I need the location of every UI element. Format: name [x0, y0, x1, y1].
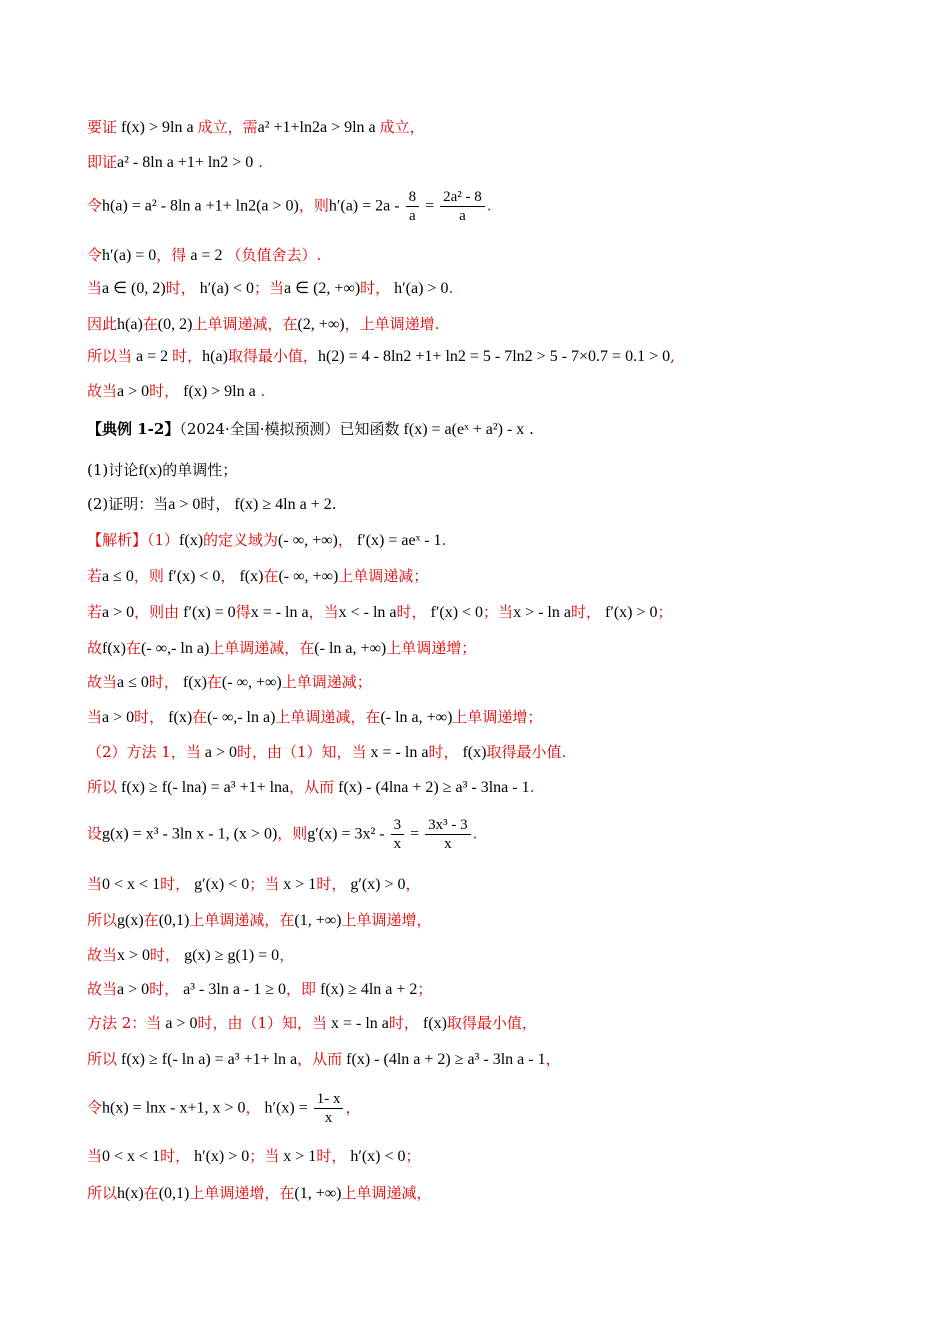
math-expression: f′(x) < 0	[426, 604, 484, 621]
fraction	[440, 188, 485, 225]
equals-sign: =	[406, 825, 424, 843]
math-expression: 0 < x < 1	[102, 1148, 161, 1165]
math-expression: f(x) > 9ln a	[117, 119, 198, 136]
text-segment: 时，	[160, 1147, 191, 1165]
text-segment: 成立，需	[197, 118, 258, 136]
text-segment: ；	[417, 980, 433, 998]
text-segment: 即证	[87, 153, 118, 171]
text-line-11	[87, 493, 337, 516]
math-expression: g′(x) > 0	[346, 876, 406, 893]
math-expression: (- ln a, +∞)	[380, 709, 453, 726]
math-expression: g(x)	[117, 912, 144, 929]
text-segment: 的单调性；	[162, 461, 238, 479]
text-segment: 故当	[87, 980, 118, 998]
text-segment: 若	[87, 567, 103, 585]
fraction-denominator: a	[459, 208, 466, 224]
text-segment: 上单调递减；	[338, 567, 429, 585]
text-segment: 令	[87, 1098, 103, 1117]
text-segment: 时，	[316, 875, 347, 893]
text-segment: .	[331, 495, 337, 513]
text-segment: 上单调递减，在	[209, 639, 315, 657]
math-expression: f(x) ≥ f(- lna) = a³ +1+ lna	[117, 779, 290, 796]
fraction-numerator: 8	[406, 188, 420, 207]
text-segment: ，从而	[297, 1050, 343, 1068]
text-segment: ,	[670, 347, 675, 365]
fraction-numerator: 3x³ - 3	[425, 816, 471, 835]
math-expression: h′(a) < 0	[195, 280, 255, 297]
math-expression: x > 0	[117, 947, 151, 964]
text-line-18	[87, 741, 566, 764]
text-segment: 时，	[570, 603, 601, 621]
fraction-numerator: 2a² - 8	[440, 188, 485, 207]
text-segment: 时，	[316, 1147, 347, 1165]
text-segment: 令	[87, 246, 103, 264]
text-line-28	[87, 1145, 421, 1168]
text-segment: 时，	[134, 708, 165, 726]
math-expression: f(x) ≥ 4ln a + 2	[316, 981, 418, 998]
text-line-6	[87, 313, 439, 336]
text-segment: 上单调递减，在	[192, 315, 298, 333]
text-segment: 时，由（1）知，当	[236, 743, 367, 761]
text-line-20	[87, 816, 477, 853]
text-segment: ，	[545, 1050, 561, 1068]
text-segment: 方法 2：当	[87, 1014, 162, 1032]
text-segment: ，	[279, 946, 295, 964]
text-segment: ，	[245, 1098, 261, 1117]
math-expression: h′(a) = 2a -	[328, 197, 404, 215]
text-segment: 故当	[87, 382, 118, 400]
text-line-13	[87, 565, 428, 588]
math-expression: h′(x) > 0	[190, 1148, 250, 1165]
math-expression: (- ∞, +∞)	[221, 674, 282, 691]
math-expression: (0, 2)	[157, 316, 193, 333]
text-segment: （2024·全国·模拟预测）已知函数	[179, 420, 400, 438]
text-segment: 时，	[150, 946, 181, 964]
text-segment: 所以	[87, 1050, 118, 1068]
text-segment: 上单调递减，在	[189, 911, 295, 929]
math-expression: h′(x) =	[260, 1099, 312, 1117]
math-expression: f(x)	[178, 674, 207, 691]
math-expression: f(x)	[179, 532, 204, 549]
math-expression: f(x) = a(eˣ + a²) - x	[399, 421, 525, 438]
math-expression: a > 0	[161, 1015, 198, 1032]
text-segment: 的定义域为	[203, 531, 279, 549]
math-expression: f′(x) = aeˣ - 1	[352, 532, 442, 549]
text-segment: ，则	[298, 196, 329, 215]
math-expression: x < - ln a	[338, 604, 397, 621]
text-segment: ，	[220, 567, 236, 585]
math-expression: f(x)	[102, 640, 126, 657]
text-segment: ；当	[483, 603, 514, 621]
math-expression: (2, +∞)	[297, 316, 345, 333]
math-expression: a ∈ (2, +∞)	[284, 280, 361, 297]
text-segment: 取得最小值，	[227, 347, 318, 365]
math-expression: x = - ln a	[250, 604, 309, 621]
text-segment: ；当	[249, 875, 280, 893]
text-segment: 当	[87, 279, 103, 297]
math-expression: f(x)	[138, 462, 163, 479]
text-segment: 在	[142, 315, 158, 333]
math-expression: (- ∞,- ln a)	[141, 640, 210, 657]
math-expression: a > 0	[102, 709, 135, 726]
math-expression: g(x) = x³ - 3ln x - 1, (x > 0)	[102, 825, 278, 843]
text-segment: .	[441, 531, 447, 549]
text-segment: 上单调递增，	[341, 911, 432, 929]
math-expression: a > 0	[200, 744, 237, 761]
text-segment: 令	[87, 196, 103, 215]
text-segment: 上单调递减，在	[275, 708, 381, 726]
math-expression: (- ∞, +∞)	[278, 568, 339, 585]
text-line-22	[87, 909, 431, 932]
text-segment: 上单调递增，在	[189, 1184, 295, 1202]
text-segment: 时，	[172, 347, 203, 365]
fraction-numerator: 3	[391, 816, 405, 835]
math-expression: (- ∞, +∞)	[278, 532, 338, 549]
text-segment: 时，	[160, 875, 191, 893]
math-expression: x > 1	[279, 1148, 317, 1165]
text-line-5	[87, 277, 453, 300]
text-segment: .	[253, 153, 263, 171]
math-expression: f(x) > 9ln a	[179, 383, 256, 400]
text-segment: (1)讨论	[87, 461, 139, 479]
math-expression: a > 0	[102, 604, 135, 621]
text-segment: (2)证明：当	[87, 495, 169, 513]
text-segment: ，	[337, 531, 353, 549]
text-segment: 所以	[87, 778, 118, 796]
text-segment: ，得	[156, 246, 187, 264]
fraction	[314, 1090, 344, 1127]
math-expression: (0,1)	[158, 912, 190, 929]
math-expression: a ≤ 0	[102, 568, 134, 585]
text-segment: 在	[192, 708, 208, 726]
math-expression: (1, +∞)	[294, 912, 342, 929]
math-expression: x = - ln a	[326, 1015, 389, 1032]
text-segment: 时，由（1）知，当	[197, 1014, 327, 1032]
text-segment: 若	[87, 603, 103, 621]
text-segment: .	[529, 778, 535, 796]
text-line-8	[87, 380, 265, 403]
math-expression: x > 1	[279, 876, 317, 893]
text-segment: 上单调递减；	[281, 673, 372, 691]
text-segment: ，即	[286, 980, 317, 998]
text-segment: 时，	[165, 279, 196, 297]
math-expression: a = 2	[132, 348, 173, 365]
text-segment: 时，	[428, 743, 459, 761]
text-segment: 所以	[87, 911, 118, 929]
text-segment: 上单调递增；	[452, 708, 543, 726]
text-segment: ，则	[277, 824, 308, 843]
text-segment: ，	[405, 875, 421, 893]
math-expression: f′(x) < 0	[163, 568, 221, 585]
text-line-29	[87, 1182, 431, 1205]
text-line-10	[87, 459, 237, 482]
text-line-3	[87, 188, 492, 225]
math-expression: h(a)	[202, 348, 228, 365]
math-expression: f(x)	[458, 744, 487, 761]
text-segment: 上单调递减，	[341, 1184, 432, 1202]
text-segment: 当	[87, 1147, 103, 1165]
text-segment: 故当	[87, 673, 118, 691]
text-segment: ，从而	[289, 778, 335, 796]
fraction-numerator: 1- x	[314, 1090, 344, 1109]
text-line-17	[87, 706, 542, 729]
fraction	[425, 816, 471, 853]
punctuation: ，	[345, 1098, 361, 1117]
text-line-25	[87, 1012, 537, 1035]
text-segment: （负值舍去）.	[226, 246, 322, 264]
punctuation: .	[486, 196, 492, 215]
text-segment: 故当	[87, 946, 118, 964]
text-segment: ；	[405, 1147, 421, 1165]
text-segment: 上单调递增；	[386, 639, 477, 657]
text-line-21	[87, 873, 421, 896]
math-expression: (0,1)	[158, 1185, 190, 1202]
math-expression: f(x)	[418, 1015, 447, 1032]
text-segment: 成立，	[379, 118, 425, 136]
text-segment: .	[448, 279, 454, 297]
math-expression: g′(x) = 3x² -	[307, 825, 389, 843]
math-expression: x = - ln a	[366, 744, 429, 761]
math-expression: a ≤ 0	[117, 674, 149, 691]
text-segment: 当	[87, 875, 103, 893]
math-expression: f′(x) = 0	[179, 604, 236, 621]
text-segment: .	[255, 382, 266, 400]
text-line-15	[87, 637, 476, 660]
text-segment: 当	[87, 708, 103, 726]
text-segment: 在	[263, 567, 279, 585]
text-segment: ，当	[308, 603, 339, 621]
text-line-1	[87, 116, 425, 139]
text-segment: ，则	[133, 567, 164, 585]
equals-sign: =	[421, 197, 439, 215]
math-expression: (1, +∞)	[294, 1185, 342, 1202]
math-expression: (- ∞,- ln a)	[207, 709, 276, 726]
math-expression: a³ - 3ln a - 1 ≥ 0	[179, 981, 287, 998]
text-segment: 时，	[388, 1014, 419, 1032]
math-expression: 0 < x < 1	[102, 876, 161, 893]
fraction-denominator: x	[393, 836, 402, 852]
text-line-27	[87, 1090, 360, 1127]
text-segment: 故	[87, 639, 103, 657]
text-segment: 时，	[360, 279, 391, 297]
text-line-9	[87, 418, 534, 441]
text-segment: 在	[126, 639, 142, 657]
math-expression: a = 2	[186, 247, 227, 264]
text-segment: 取得最小值.	[486, 743, 567, 761]
math-expression: a > 0	[117, 383, 150, 400]
math-expression: h(2) = 4 - 8ln2 +1+ ln2 = 5 - 7ln2 > 5 - 7×0.7 = 0.1 > 0	[317, 348, 671, 365]
math-expression: h′(a) = 0	[102, 247, 157, 264]
math-expression: a² +1+ln2a > 9ln a	[257, 119, 380, 136]
text-segment: 因此	[87, 315, 118, 333]
fraction-denominator: a	[408, 208, 416, 224]
fraction-denominator: x	[444, 836, 452, 852]
text-line-4	[87, 244, 321, 267]
math-expression: f(x) ≥ f(- ln a) = a³ +1+ ln a	[117, 1051, 298, 1068]
math-expression: h(x) = lnx - x+1, x > 0	[102, 1099, 246, 1117]
text-segment: ，则由	[134, 603, 180, 621]
text-segment: 【解析】（1）	[87, 531, 180, 549]
text-line-2	[87, 151, 263, 174]
math-expression: f(x)	[235, 568, 264, 585]
text-segment: ；	[657, 603, 673, 621]
math-expression: f(x)	[164, 709, 193, 726]
math-expression: a > 0	[117, 981, 150, 998]
text-segment: 要证	[87, 118, 118, 136]
text-segment: （2）方法 1，当	[87, 743, 201, 761]
math-expression: a ∈ (0, 2)	[102, 280, 166, 297]
text-line-24	[87, 978, 432, 1001]
text-segment: 时，	[200, 495, 231, 513]
text-segment: ；当	[254, 279, 285, 297]
text-segment: 时，	[149, 382, 180, 400]
math-expression: f(x) ≥ 4ln a + 2	[230, 496, 332, 513]
text-segment: 时，	[148, 673, 179, 691]
math-expression: x > - ln a	[513, 604, 571, 621]
text-segment: 得	[235, 603, 251, 621]
math-expression: f(x) - (4ln a + 2) ≥ a³ - 3ln a - 1	[342, 1051, 546, 1068]
text-line-16	[87, 671, 372, 694]
math-expression: (- ln a, +∞)	[314, 640, 387, 657]
fraction	[406, 188, 420, 225]
text-line-19	[87, 776, 534, 799]
text-segment: 取得最小值，	[446, 1014, 537, 1032]
text-segment: 在	[206, 673, 222, 691]
punctuation: .	[472, 824, 478, 843]
text-segment: 时，	[396, 603, 427, 621]
math-expression: g(x) ≥ g(1) = 0	[180, 947, 280, 964]
math-expression: h′(x) < 0	[346, 1148, 406, 1165]
text-segment: 【典例 1-2】	[87, 420, 180, 438]
math-expression: h(x)	[117, 1185, 144, 1202]
text-line-23	[87, 944, 294, 967]
fraction	[391, 816, 405, 853]
text-line-26	[87, 1048, 561, 1071]
math-expression: h(a)	[117, 316, 143, 333]
text-segment: 所以	[87, 1184, 118, 1202]
text-segment: 设	[87, 824, 103, 843]
text-line-12	[87, 529, 446, 552]
fraction-denominator: x	[324, 1110, 333, 1126]
math-expression: a > 0	[168, 496, 201, 513]
math-expression: f(x) - (4lna + 2) ≥ a³ - 3lna - 1	[334, 779, 530, 796]
text-segment: 所以当	[87, 347, 133, 365]
math-expression: f′(x) > 0	[600, 604, 658, 621]
text-segment: 时，	[149, 980, 180, 998]
text-segment: 在	[143, 911, 159, 929]
text-segment: 在	[143, 1184, 159, 1202]
math-expression: a² - 8ln a +1+ ln2 > 0	[117, 154, 254, 171]
text-segment: .	[524, 420, 534, 438]
text-segment: ，上单调递增.	[344, 315, 440, 333]
text-segment: ；当	[249, 1147, 280, 1165]
math-expression: h(a) = a² - 8ln a +1+ ln2(a > 0)	[102, 197, 299, 215]
text-line-7	[87, 345, 675, 368]
math-expression: h′(a) > 0	[390, 280, 449, 297]
text-line-14	[87, 601, 673, 624]
math-expression: g′(x) < 0	[190, 876, 250, 893]
